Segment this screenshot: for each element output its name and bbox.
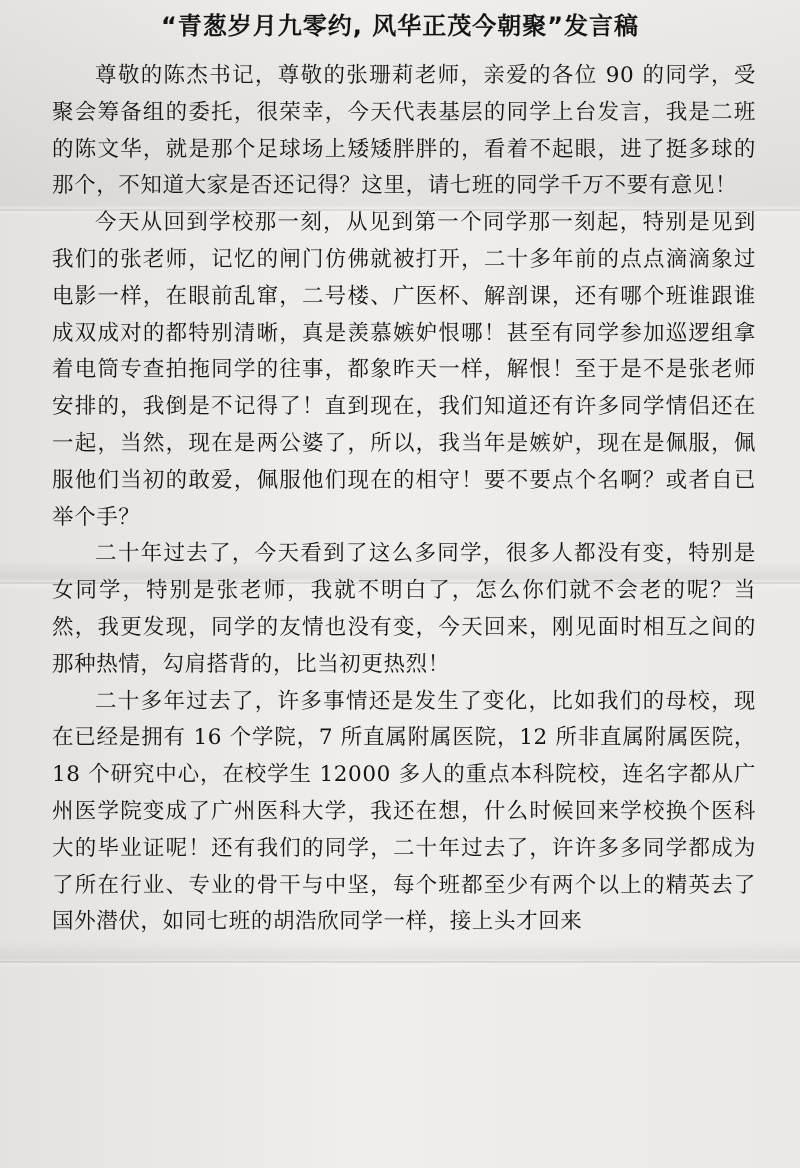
paper-fold (0, 961, 800, 963)
document-title: “青葱岁月九零约, 风华正茂今朝聚”发言稿 (160, 12, 640, 40)
paragraph: 尊敬的陈杰书记，尊敬的张珊莉老师，亲爱的各位 90 的同学，受聚会筹备组的委托，很荣幸，今天代表基层的同学上台发言，我是二班的陈文华，就是那个足球场上矮矮胖胖的，看着不起眼，进了挺多球的那个，不知道大家是否还记得？这里，请七班的同学千万不要有意见！ (52, 63, 756, 199)
paragraph: 今天从回到学校那一刻，从见到第一个同学那一刻起，特别是见到我们的张老师，记忆的闸门仿佛就被打开，二十多年前的点点滴滴象过电影一样，在眼前乱窜，二号楼、广医杯、解剖课，还有哪个班谁跟谁成双成对的都特别清晰，真是羡慕嫉妒恨哪！甚至有同学参加巡逻组拿着电筒专查拍拖同学的往事，都象昨天一样，解恨！至于是不是张老师安排的，我倒是不记得了！直到现在，我们知道还有许多同学情侣还在一起，当然，现在是两公婆了，所以，我当年是嫉妒，现在是佩服，佩服他们当初的敢爱，佩服他们现在的相守！要不要点个名啊？或者自已举个手？ (52, 210, 756, 530)
speech-body (52, 58, 756, 941)
paragraph: 二十年过去了，今天看到了这么多同学，很多人都没有变，特别是女同学，特别是张老师，我就不明白了，怎么你们就不会老的呢？当然，我更发现，同学的友情也没有变，今天回来，刚见面时相互之间的那种热情，勾肩搭背的，比当初更热烈！ (52, 541, 756, 677)
paragraph: 二十多年过去了，许多事情还是发生了变化，比如我们的母校，现在已经是拥有 16 个学院，7 所直属附属医院，12 所非直属附属医院，18 个研究中心，在校学生 12000 多人的重点本科院校，连名字都从广州医学院变成了广州医科大学，我还在想，什么时候回来学校换个医科大的毕业证呢！还有我们的同学，二十年过去了，许许多多同学都成为了所在行业、专业的骨干与中坚，每个班都至少有两个以上的精英去了国外潜伏，如同七班的胡浩欣同学一样，接上头才回来 (52, 688, 756, 935)
